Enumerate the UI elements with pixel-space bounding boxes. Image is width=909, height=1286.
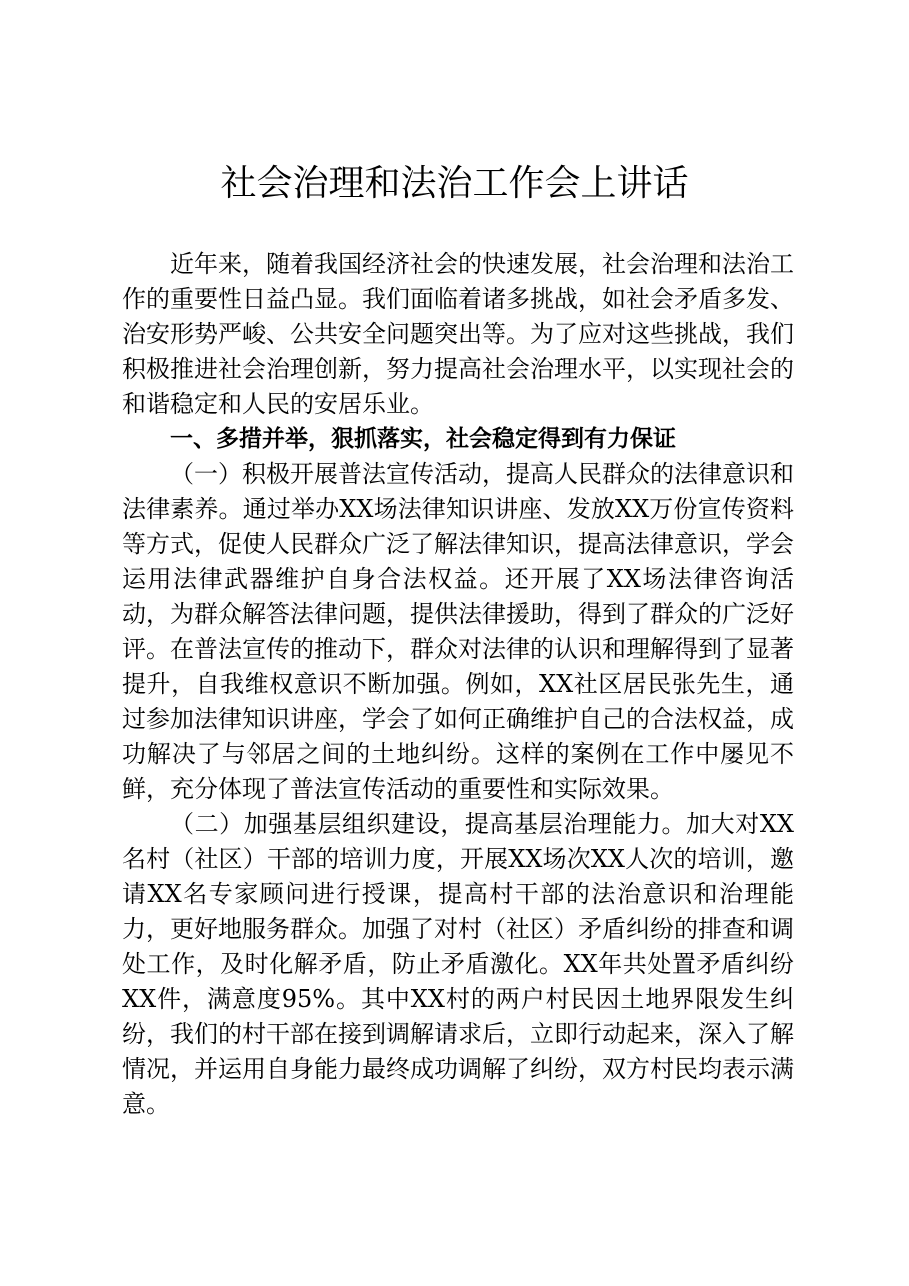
intro-paragraph: 近年来，随着我国经济社会的快速发展，社会治理和法治工作的重要性日益凸显。我们面临着诸多挑战，如社会矛盾多发、治安形势严峻、公共安全问题突出等。为了应对这些挑战，我们积极推进社会治理创新，努力提高社会治理水平，以实现社会的和谐稳定和人民的安居乐业。 — [122, 250, 794, 418]
section-item-paragraph: （一）积极开展普法宣传活动，提高人民群众的法律意识和法律素养。通过举办XX场法律知识讲座、发放XX万份宣传资料等方式，促使人民群众广泛了解法律知识，提高法律意识，学会运用法律武器维护自身合法权益。还开展了XX场法律咨询活动，为群众解答法律问题，提供法律援助，得到了群众的广泛好评。在普法宣传的推动下，群众对法律的认识和理解得到了显著提升，自我维权意识不断加强。例如，XX社区居民张先生，通过参加法律知识讲座，学会了如何正确维护自己的合法权益，成功解决了与邻居之间的土地纠纷。这样的案例在工作中屡见不鲜，充分体现了普法宣传活动的重要性和实际效果。 — [122, 460, 794, 803]
section-item-paragraph: （二）加强基层组织建设，提高基层治理能力。加大对XX名村（社区）干部的培训力度，开展XX场次XX人次的培训，邀请XX名专家顾问进行授课，提高村干部的法治意识和治理能力，更好地服务群众。加强了对村（社区）矛盾纠纷的排查和调处工作，及时化解矛盾，防止矛盾激化。XX年共处置矛盾纠纷XX件，满意度95%。其中XX村的两户村民因土地界限发生纠纷，我们的村干部在接到调解请求后，立即行动起来，深入了解情况，并运用自身能力最终成功调解了纠纷，双方村民均表示满意。 — [122, 810, 794, 1118]
document-title: 社会治理和法治工作会上讲话 — [220, 163, 689, 204]
section-heading: 一、多措并举，狠抓落实，社会稳定得到有力保证 — [170, 426, 676, 452]
document-body — [122, 247, 794, 1122]
